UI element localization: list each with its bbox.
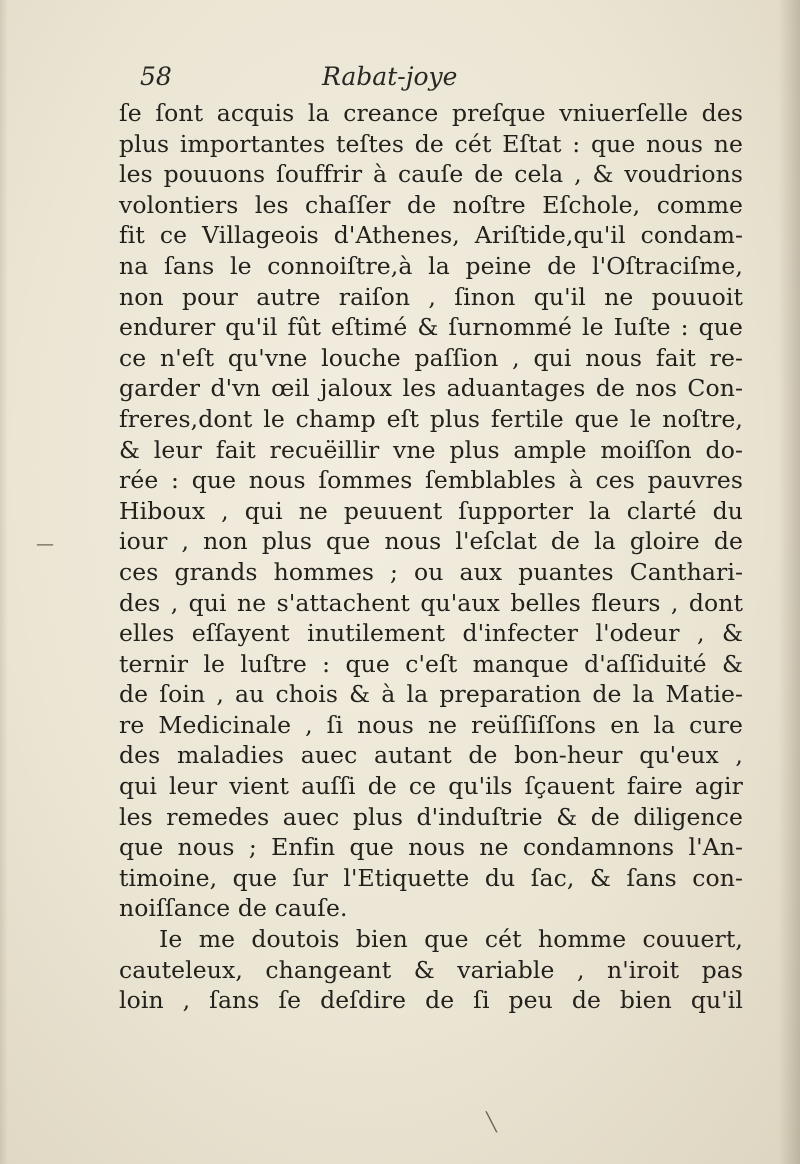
text-line: ternir le luſtre : que c'eſt manque d'aſſiduité & [119,649,743,678]
text-line: iour , non plus que nous l'eſclat de la gloire de [119,527,743,556]
text-line: cauteleux, changeant & variable , n'iroit pas [119,955,743,984]
text-line: qui leur vient auſſi de ce qu'ils ſçauent faire agir [119,772,743,801]
text-line: re Medicinale , ſi nous ne reüſſiſſons en la cure [119,710,743,739]
paragraph-start-line: Ie me doutois bien que cét homme couuert, [159,925,743,954]
running-title: Rabat-joye [322,62,458,91]
text-line: elles eſſayent inutilement d'infecter l'odeur , & [119,619,743,648]
text-line: fit ce Villageois d'Athenes, Ariſtide,qu'il condam- [119,221,743,250]
text-line: ces grands hommes ; ou aux puantes Canthari- [119,557,743,586]
page-number: 58 [140,62,172,91]
page-gutter-shadow [0,0,8,1164]
margin-dash-mark: — [36,534,54,555]
ink-speck-mark: ╲ [486,1112,497,1133]
text-line: na ſans le connoiſtre,à la peine de l'Oſtraciſme, [119,251,743,280]
paragraph-end-line: noiſſance de cauſe. [119,894,348,923]
text-line: volontiers les chaſſer de noſtre Eſchole, comme [119,190,743,219]
text-line: rée : que nous ſommes ſemblables à ces pauvres [119,466,743,495]
running-head [140,62,740,96]
body-text [119,98,743,1016]
text-line: freres,dont le champ eſt plus fertile que le noſtre, [119,404,743,433]
text-line: non pour autre raiſon , ſinon qu'il ne pouuoit [119,282,743,311]
text-line: de ſoin , au chois & à la preparation de la Matie- [119,680,743,709]
text-line: des , qui ne s'attachent qu'aux belles fleurs , dont [119,588,743,617]
text-line: des maladies auec autant de bon-heur qu'eux , [119,741,743,770]
text-line: plus importantes teſtes de cét Eſtat : que nous ne [119,129,743,158]
text-line: les pouuons ſouffrir à cauſe de cela , & voudrions [119,160,743,189]
text-line: timoine, que ſur l'Etiquette du ſac, & ſans con- [119,863,743,892]
text-line: que nous ; Enfin que nous ne condamnons l'An- [119,833,743,862]
text-line: les remedes auec plus d'induſtrie & de diligence [119,802,743,831]
text-line: ſe ſont acquis la creance preſque vniuerſelle des [119,99,743,127]
text-line: ce n'eſt qu'vne louche paſſion , qui nous fait re- [119,343,743,372]
text-line: endurer qu'il fût eſtimé & ſurnommé le Iuſte : que [119,313,743,342]
text-line: Hiboux , qui ne peuuent ſupporter la clarté du [119,496,743,525]
text-line: & leur fait recuëillir vne plus ample moiſſon do- [119,435,743,464]
page-edge-shadow [778,0,800,1164]
text-line: garder d'vn œil jaloux les aduantages de nos Con- [119,374,743,403]
text-line: loin , ſans ſe deſdire de ſi peu de bien qu'il [119,986,743,1015]
